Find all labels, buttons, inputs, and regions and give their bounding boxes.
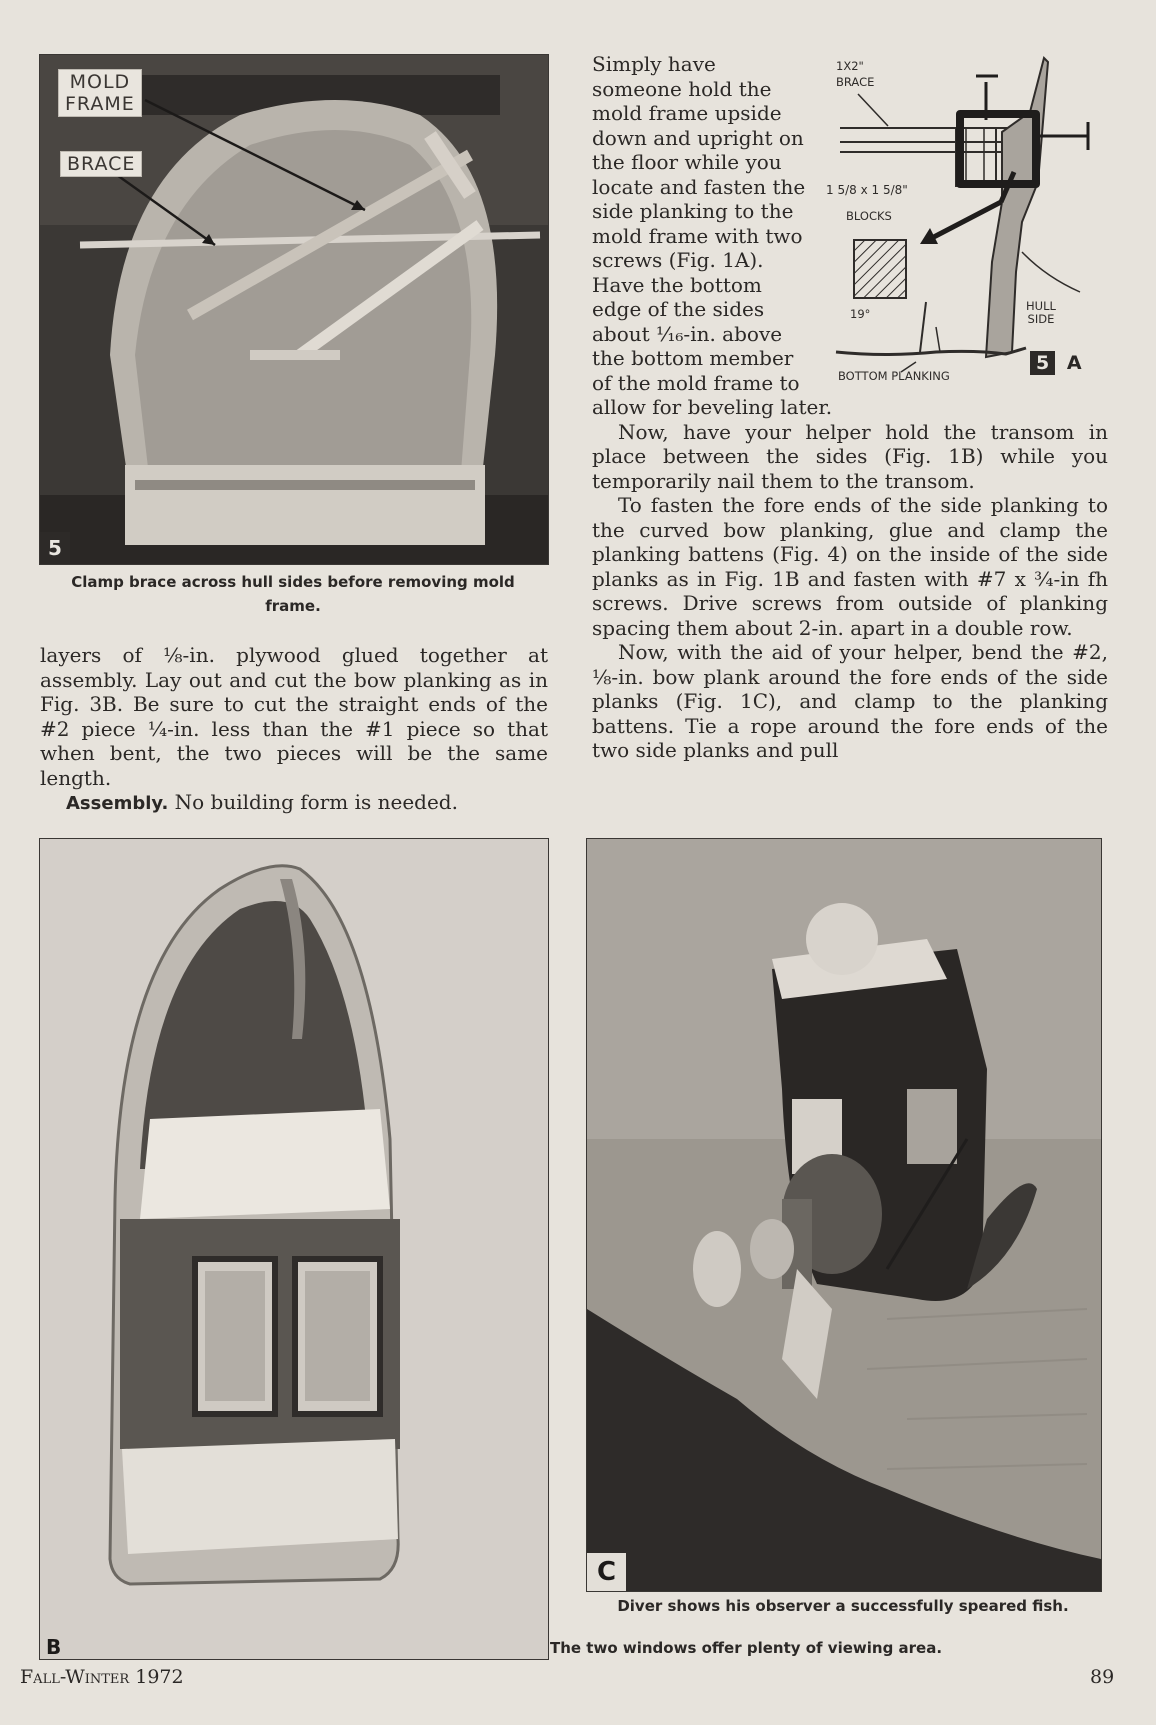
left-column-text (40, 643, 548, 817)
figure-c-tag: C (587, 1553, 626, 1591)
figure-b-caption: The two windows offer plenty of viewing area. (550, 1639, 943, 1657)
right-column-text (592, 52, 1108, 763)
footer-issue: Fall-Winter 1972 (20, 1666, 184, 1688)
figure-c-caption: Diver shows his observer a successfully speared fish. (617, 1597, 1069, 1615)
brace-diagram-label: BRACE (836, 75, 875, 89)
brace-size-label: 1X2" (836, 59, 864, 73)
blocks-label: BLOCKS (846, 209, 892, 223)
figure-c-image (587, 839, 1101, 1591)
hull-side-label: HULL SIDE (1026, 299, 1056, 326)
figure-b-tag: B (46, 1635, 62, 1659)
figure-5-caption: Clamp brace across hull sides before removing mold frame. (71, 573, 515, 615)
assembly-heading: Assembly. (66, 793, 169, 814)
brace-label: BRACE (60, 151, 142, 177)
bottom-planking-label: BOTTOM PLANKING (838, 369, 950, 383)
footer-page-number: 89 (1090, 1666, 1115, 1688)
assembly-paragraph (40, 790, 548, 817)
wrap-paragraph: Simply have someone hold the mold frame upside down and upright on the floor while you locate and fasten the side planking to the mold frame with two screws (Fig. 1A). Have the bottom edge of the sides about ¹⁄₁₆-in. above the bottom member of the mold frame to allow for beveling later. (592, 52, 833, 419)
figure-b-image (40, 839, 548, 1659)
figure-b-photo (39, 838, 549, 1660)
blocks-size-label: 1 5/8 x 1 5/8" (826, 183, 908, 197)
transom-paragraph: Now, have your helper hold the transom in place between the sides (Fig. 1B) while you temporarily nail them to the transom. (592, 419, 1108, 493)
figure-5-tag: 5 (40, 532, 70, 564)
figure-5a-tag-number: 5 (1030, 351, 1055, 375)
assembly-text: No building form is needed. (168, 790, 458, 814)
figure-5-photo (39, 54, 549, 565)
figure-5-image (40, 55, 548, 564)
figure-5a-tag-letter: A (1066, 352, 1082, 374)
angle-label: 19° (850, 307, 871, 321)
fasten-paragraph: To fasten the fore ends of the side planking to the curved bow planking, glue and clamp the planking battens (Fig. 4) on the inside of the side planks as in Fig. 1B and fasten with #7 x ¾-in fh screws. Drive screws from outside of planking spacing them about 2-in. apart in a double row. (592, 493, 1108, 640)
mold-frame-label: MOLD FRAME (58, 69, 142, 117)
figure-c-photo (586, 838, 1102, 1592)
bend-paragraph: Now, with the aid of your helper, bend the #2, ⅛-in. bow plank around the fore ends of the side planks (Fig. 1C), and clamp to the planking battens. Tie a rope around the fore ends of the two side planks and pull (592, 640, 1108, 762)
plywood-paragraph: layers of ⅛-in. plywood glued together at assembly. Lay out and cut the bow planking as in Fig. 3B. Be sure to cut the straight ends of the #2 piece ¼-in. less than the #1 piece so that when bent, the two pieces will be the same length. (40, 643, 548, 790)
diagram-float-spacer (808, 52, 1108, 394)
